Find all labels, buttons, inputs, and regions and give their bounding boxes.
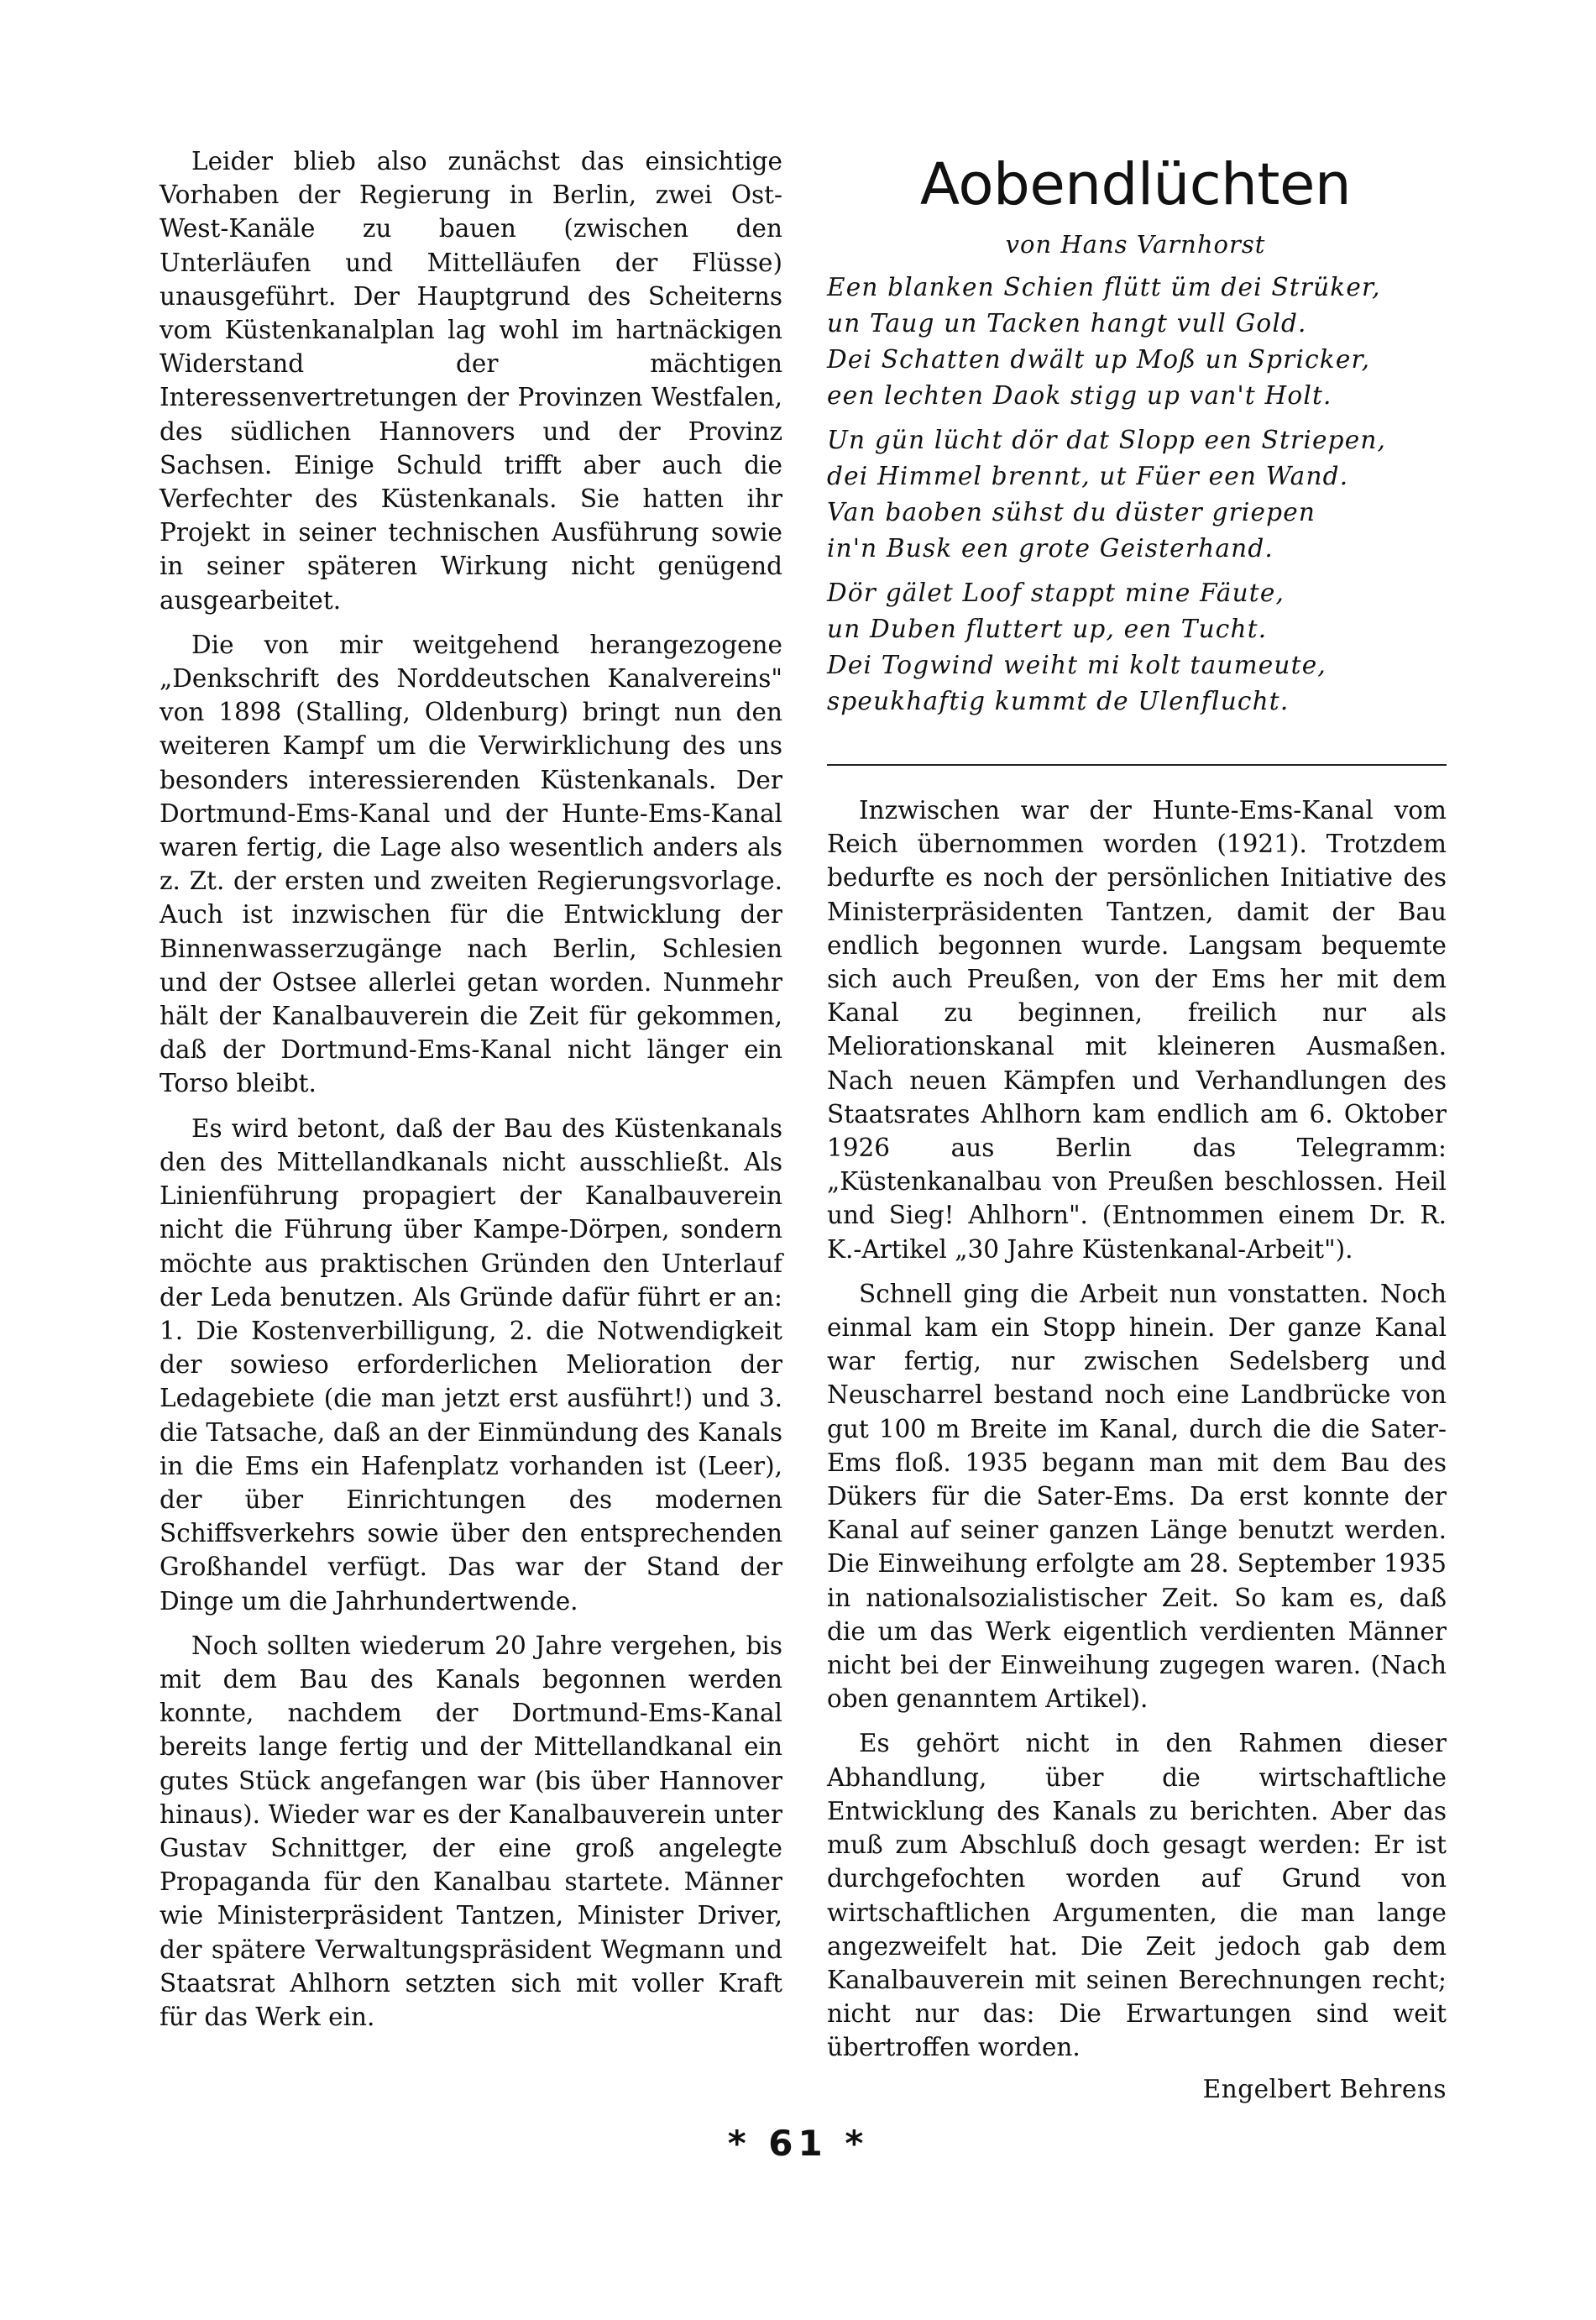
left-paragraph-3: Es wird betont, daß der Bau des Küstenkanals den des Mittellandkanals nicht ausschließt. Als Linienführung propagiert der Kanalbauverein nicht die Führung über Kampe-Dörpen, sondern möchte aus praktischen Gründen den Unterlauf der Leda benutzen. Als Gründe dafür führt er an: 1. Die Kostenverbilligung, 2. die Notwendigkeit der sowieso erforderlichen Melioration der Ledagebiete (die man jetzt erst ausführt!) und 3. die Tatsache, daß an der Einmündung des Kanals in die Ems ein Hafenplatz vorhanden ist (Leer), der über Einrichtungen des modernen Schiffsverkehrs sowie über den entsprechenden Großhandel verfügt. Das war der Stand der Dinge um die Jahrhundertwende. bbox=[160, 1113, 782, 1616]
author-signature: Engelbert Behrens bbox=[1202, 2074, 1447, 2103]
poem-verse: een lechten Daok stigg up van't Holt. bbox=[827, 381, 1332, 410]
left-column bbox=[160, 144, 782, 2045]
poem-verse: Dei Togwind weiht mi kolt taumeute, bbox=[827, 651, 1327, 679]
poem-verse: un Taug un Tacken hangt vull Gold. bbox=[827, 309, 1307, 338]
poem-author: von Hans Varnhorst bbox=[1005, 230, 1266, 259]
poem-stanza-1 bbox=[827, 270, 1448, 414]
poem-verse: un Duben fluttert up, een Tucht. bbox=[827, 615, 1268, 643]
poem-verse: speukhaftig kummt de Ulenflucht. bbox=[827, 687, 1290, 715]
left-paragraph-4: Noch sollten wiederum 20 Jahre vergehen, bis mit dem Bau des Kanals begonnen werden konnte, nachdem der Dortmund-Ems-Kanal bereits lange fertig und der Mittellandkanal ein gutes Stück angefangen war (bis über Hannover hinaus). Wieder war es der Kanalbauverein unter Gustav Schnittger, der eine groß angelegte Propaganda für den Kanalbau startete. Männer wie Ministerpräsident Tantzen, Minister Driver, der spätere Verwaltungspräsident Wegmann und Staatsrat Ahlhorn setzten sich mit voller Kraft für das Werk ein. bbox=[160, 1631, 782, 2031]
poem-verse: Dör gälet Loof stappt mine Fäute, bbox=[827, 579, 1285, 607]
poem-verse: Dei Schatten dwält up Moß un Spricker, bbox=[827, 345, 1371, 374]
poem-verse: Een blanken Schien flütt üm dei Strüker, bbox=[827, 273, 1381, 301]
page-number: * 61 * bbox=[727, 2123, 869, 2164]
right-paragraph-2: Schnell ging die Arbeit nun vonstatten. Noch einmal kam ein Stopp hinein. Der ganze Kanal war fertig, nur zwischen Sedelsberg und Neuscharrel bestand noch eine Landbrücke von gut 100 m Breite im Kanal, durch die die Sater-Ems floß. 1935 begann man mit dem Bau des Dükers für die Sater-Ems. Da erst konnte der Kanal auf seiner ganzen Länge benutzt werden. Die Einweihung erfolgte am 28. September 1935 in nationalsozialistischer Zeit. So kam es, daß die um das Werk eigentlich verdienten Männer nicht bei der Einweihung zugegen waren. (Nach oben genanntem Artikel). bbox=[827, 1279, 1447, 1714]
right-column bbox=[827, 793, 1447, 2106]
poem-verse: in'n Busk een grote Geisterhand. bbox=[827, 534, 1274, 563]
poem-stanza-3 bbox=[827, 575, 1448, 720]
right-paragraph-3: Es gehört nicht in den Rahmen dieser Abhandlung, über die wirtschaftliche Entwicklung des Kanals zu berichten. Aber das muß zum Abschluß doch gesagt werden: Er ist durchgefochten worden auf Grund von wirtschaftlichen Argumenten, die man lange angezweifelt hat. Die Zeit jedoch gab dem Kanalbauverein mit seinen Berechnungen recht; nicht nur das: Die Erwartungen sind weit übertroffen worden. bbox=[827, 1729, 1447, 2062]
poem-verse: Un gün lücht dör dat Slopp een Striepen, bbox=[827, 426, 1387, 454]
poem-verse: Van baoben sühst du düster griepen bbox=[827, 498, 1316, 526]
section-divider bbox=[827, 764, 1447, 766]
poem-verse: dei Himmel brennt, ut Füer een Wand. bbox=[827, 462, 1349, 490]
poem-stanza-2 bbox=[827, 422, 1448, 567]
poem-title: Aobendlüchten bbox=[919, 151, 1352, 218]
left-paragraph-2: Die von mir weitgehend herangezogene „Denkschrift des Norddeutschen Kanalvereins" von 1898 (Stalling, Oldenburg) bringt nun den weiteren Kampf um die Verwirklichung des uns besonders interessierenden Küstenkanals. Der Dortmund-Ems-Kanal und der Hunte-Ems-Kanal waren fertig, die Lage also wesentlich anders als z. Zt. der ersten und zweiten Regierungsvorlage. Auch ist inzwischen für die Entwicklung der Binnenwasserzugänge nach Berlin, Schlesien und der Ostsee allerlei getan worden. Nunmehr hält der Kanalbauverein die Zeit für gekommen, daß der Dortmund-Ems-Kanal nicht länger ein Torso bleibt. bbox=[160, 630, 782, 1098]
left-paragraph-1: Leider blieb also zunächst das einsichtige Vorhaben der Regierung in Berlin, zwei Ost-West-Kanäle zu bauen (zwischen den Unterläufen und Mittelläufen der Flüsse) unausgeführt. Der Hauptgrund des Scheiterns vom Küstenkanalplan lag wohl im hartnäckigen Widerstand der mächtigen Interessenvertretungen der Provinzen Westfalen, des südlichen Hannovers und der Provinz Sachsen. Einige Schuld trifft aber auch die Verfechter des Küstenkanals. Sie hatten ihr Projekt in seiner technischen Ausführung sowie in seiner späteren Wirkung nicht genügend ausgearbeitet. bbox=[160, 147, 782, 615]
right-paragraph-1: Inzwischen war der Hunte-Ems-Kanal vom Reich übernommen worden (1921). Trotzdem bedurfte es noch der persönlichen Initiative des Ministerpräsidenten Tantzen, damit der Bau endlich begonnen wurde. Langsam bequemte sich auch Preußen, von der Ems her mit dem Kanal zu beginnen, freilich nur als Meliorationskanal mit kleineren Ausmaßen. Nach neuen Kämpfen und Verhandlungen des Staatsrates Ahlhorn kam endlich am 6. Oktober 1926 aus Berlin das Telegramm: „Küstenkanalbau von Preußen beschlossen. Heil und Sieg! Ahlhorn". (Entnommen einem Dr. R. K.-Artikel „30 Jahre Küstenkanal-Arbeit"). bbox=[827, 796, 1447, 1264]
poem bbox=[823, 147, 1448, 728]
